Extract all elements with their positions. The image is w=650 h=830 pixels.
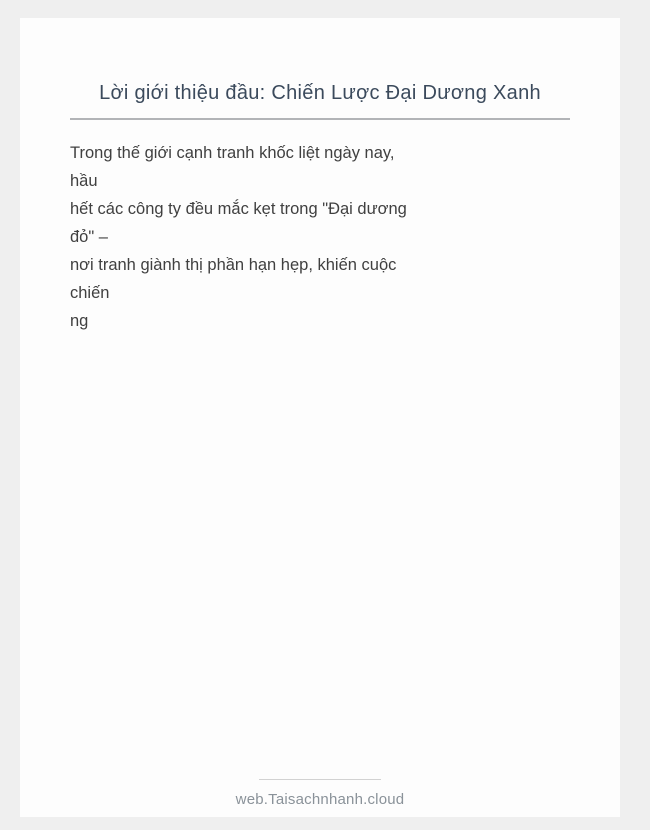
body-line: nơi tranh giành thị phần hạn hẹp, khiến cuộc	[70, 256, 397, 274]
body-line: hầu	[70, 172, 98, 190]
body-line: hết các công ty đều mắc kẹt trong "Đại dương	[70, 200, 407, 218]
chapter-body	[70, 139, 572, 335]
title-divider	[70, 118, 570, 120]
body-line: chiến	[70, 284, 110, 302]
body-line: đỏ" –	[70, 228, 108, 246]
body-line: Trong thế giới cạnh tranh khốc liệt ngày nay,	[70, 144, 395, 162]
book-page	[20, 18, 620, 817]
chapter-title: Lời giới thiệu đầu: Chiến Lược Đại Dương Xanh	[99, 82, 541, 104]
site-watermark: web.Taisachnhanh.cloud	[235, 791, 405, 808]
body-line: ng	[70, 312, 89, 330]
footer-divider	[259, 779, 381, 780]
